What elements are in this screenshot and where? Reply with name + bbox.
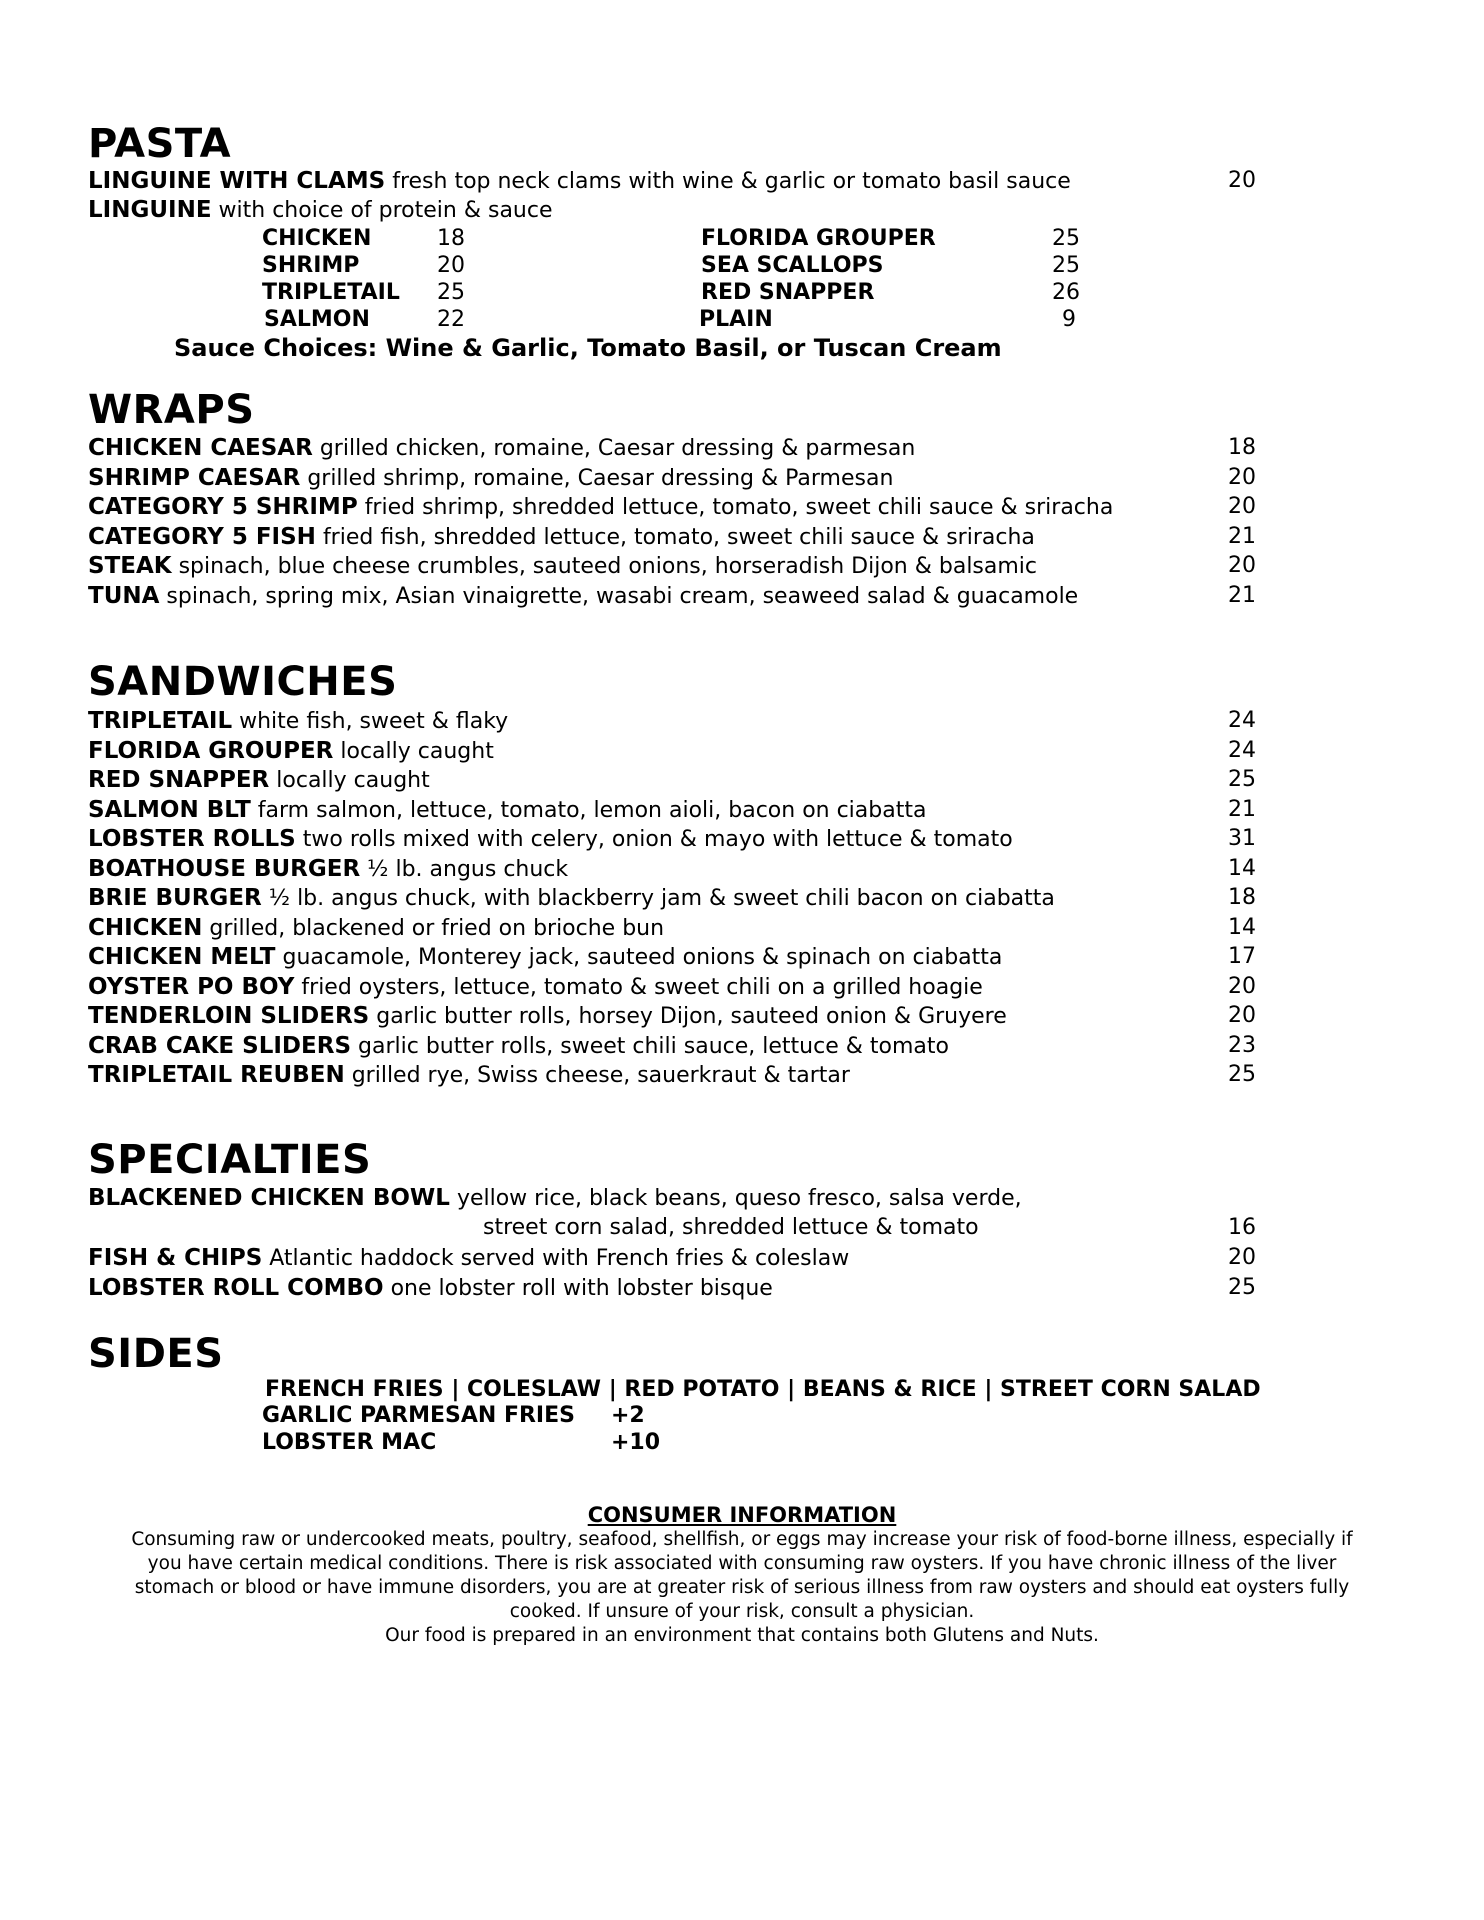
- item-price: 21: [1228, 583, 1256, 608]
- menu-item: [88, 913, 1258, 943]
- menu-item: [88, 433, 1258, 463]
- item-price: 20: [1228, 1245, 1256, 1270]
- item-name: BOATHOUSE BURGER: [88, 855, 361, 882]
- item-description: spinach, blue cheese crumbles, sauteed onions, horseradish Dijon & balsamic: [178, 554, 1038, 580]
- item-price: 25: [1228, 1274, 1256, 1300]
- side-extra-price: +2: [611, 1403, 645, 1428]
- item-description: guacamole, Monterey jack, sauteed onions & spinach on ciabatta: [282, 945, 1003, 970]
- item-description: two rolls mixed with celery, onion & mayo with lettuce & tomato: [302, 827, 1013, 852]
- item-name: TRIPLETAIL REUBEN: [88, 1062, 345, 1088]
- item-name: CATEGORY 5 SHRIMP: [88, 494, 358, 521]
- item-price: 20: [1228, 464, 1256, 490]
- menu-item: [88, 1031, 1258, 1061]
- pasta-heading: PASTA: [88, 121, 232, 167]
- item-description: ½ lb. angus chuck: [367, 856, 569, 882]
- item-name: CRAB CAKE SLIDERS: [88, 1032, 352, 1059]
- item-name: FISH & CHIPS: [88, 1245, 263, 1271]
- item-name: TUNA: [88, 583, 160, 609]
- menu-item: [88, 736, 1258, 766]
- item-price: 25: [1228, 1062, 1256, 1087]
- item-description: garlic butter rolls, horsey Dijon, sauteed onion & Gruyere: [376, 1004, 1007, 1029]
- protein-option-price: 25: [1052, 253, 1080, 278]
- item-price: 25: [1228, 767, 1256, 792]
- menu-item: [88, 795, 1258, 825]
- item-name: CHICKEN CAESAR: [88, 435, 313, 461]
- item-price: 16: [1228, 1215, 1256, 1240]
- item-name: SALMON BLT: [88, 796, 251, 823]
- menu-item: [88, 463, 1258, 493]
- menu-item-blackened-chicken-bowl: [88, 1183, 1258, 1213]
- item-name: LINGUINE WITH CLAMS: [88, 168, 386, 194]
- protein-option-price: 22: [437, 307, 465, 332]
- menu-item: [88, 551, 1258, 581]
- protein-option-name: CHICKEN: [262, 226, 372, 251]
- side-extra-name: GARLIC PARMESAN FRIES: [262, 1403, 575, 1428]
- side-extra-name: LOBSTER MAC: [262, 1430, 437, 1455]
- menu-item: [88, 854, 1258, 884]
- menu-item: [88, 706, 1258, 736]
- menu-item: [88, 972, 1258, 1002]
- item-description: fresh top neck clams with wine & garlic or tomato basil sauce: [392, 169, 1071, 194]
- item-name: CATEGORY 5 FISH: [88, 523, 316, 550]
- consumer-information-heading: CONSUMER INFORMATION: [587, 1503, 897, 1527]
- item-description: farm salmon, lettuce, tomato, lemon aioli, bacon on ciabatta: [257, 797, 927, 823]
- item-description-continued: street corn salad, shredded lettuce & tomato: [483, 1215, 979, 1240]
- item-description: grilled chicken, romaine, Caesar dressing & parmesan: [319, 436, 916, 461]
- consumer-info-line: you have certain medical conditions. There is risk associated with consuming raw oysters. If you have chronic illness of the liver: [147, 1553, 1337, 1574]
- item-name: BLACKENED CHICKEN BOWL: [88, 1185, 450, 1211]
- menu-item-linguine: [88, 195, 1258, 225]
- protein-option-name: PLAIN: [699, 307, 773, 332]
- item-description: Atlantic haddock served with French fries & coleslaw: [269, 1246, 850, 1271]
- sauce-choices: Sauce Choices: Wine & Garlic, Tomato Basil, or Tuscan Cream: [174, 334, 1002, 362]
- menu-item: [88, 883, 1258, 913]
- item-price: 20: [1228, 168, 1256, 193]
- consumer-info-line: cooked. If unsure of your risk, consult a physician.: [509, 1601, 975, 1622]
- item-name: TRIPLETAIL: [88, 708, 233, 734]
- item-name: LOBSTER ROLL COMBO: [88, 1274, 384, 1301]
- menu-item: [88, 492, 1258, 522]
- protein-option-price: 25: [1052, 226, 1080, 251]
- protein-option-price: 18: [437, 226, 465, 251]
- item-price: 20: [1228, 553, 1256, 579]
- item-price: 31: [1228, 826, 1256, 851]
- item-price: 20: [1228, 973, 1256, 999]
- menu-item: [88, 581, 1258, 611]
- item-price: 24: [1228, 737, 1256, 763]
- item-name: STEAK: [88, 553, 172, 580]
- protein-option-name: SHRIMP: [262, 253, 360, 278]
- menu-item: [88, 1273, 1258, 1303]
- sandwiches-heading: SANDWICHES: [88, 659, 398, 705]
- item-description: ½ lb. angus chuck, with blackberry jam & sweet chili bacon on ciabatta: [268, 886, 1055, 911]
- item-price: 20: [1228, 494, 1256, 520]
- item-price: 23: [1228, 1032, 1256, 1058]
- item-name: BRIE BURGER: [88, 885, 262, 911]
- protein-option-name: TRIPLETAIL: [262, 280, 400, 305]
- item-price: 24: [1228, 708, 1256, 733]
- item-price: 18: [1228, 885, 1256, 910]
- item-description: one lobster roll with lobster bisque: [390, 1275, 773, 1301]
- menu-item: [88, 1001, 1258, 1031]
- item-name: TENDERLOIN SLIDERS: [88, 1003, 370, 1029]
- consumer-info-line: Consuming raw or undercooked meats, poultry, seafood, shellfish, or eggs may increase your risk of food-borne illness, especially if: [131, 1529, 1353, 1550]
- menu-item: [88, 522, 1258, 552]
- item-name: LOBSTER ROLLS: [88, 826, 296, 852]
- item-name: OYSTER PO BOY: [88, 973, 295, 1000]
- protein-option-name: SALMON: [264, 307, 370, 332]
- menu-item: [88, 765, 1258, 795]
- item-description: with choice of protein & sauce: [218, 198, 553, 223]
- menu-item: [88, 1060, 1258, 1090]
- menu-item-linguine-with-clams: [88, 166, 1258, 196]
- menu-item: [88, 824, 1258, 854]
- item-price: 21: [1228, 796, 1256, 822]
- consumer-information-text: [90, 1528, 1394, 1648]
- item-description: locally caught: [340, 738, 494, 764]
- item-description: fried shrimp, shredded lettuce, tomato, sweet chili sauce & sriracha: [364, 495, 1114, 521]
- item-price: 14: [1228, 914, 1256, 940]
- item-description: fried oysters, lettuce, tomato & sweet chili on a grilled hoagie: [301, 974, 983, 1000]
- protein-option-name: RED SNAPPER: [701, 280, 875, 305]
- item-description: garlic butter rolls, sweet chili sauce, lettuce & tomato: [358, 1033, 949, 1059]
- item-price: 18: [1228, 435, 1256, 460]
- protein-option-name: SEA SCALLOPS: [701, 253, 884, 278]
- consumer-info-line: Our food is prepared in an environment that contains both Glutens and Nuts.: [385, 1625, 1099, 1646]
- protein-option-price: 25: [437, 280, 465, 305]
- protein-option-name: FLORIDA GROUPER: [701, 226, 936, 251]
- consumer-info-line: stomach or blood or have immune disorders, you are at greater risk of serious illness from raw oysters and should eat oysters fully: [134, 1577, 1350, 1598]
- item-name: CHICKEN: [88, 914, 203, 941]
- sides-list: FRENCH FRIES | COLESLAW | RED POTATO | BEANS & RICE | STREET CORN SALAD: [265, 1377, 1261, 1402]
- item-description: grilled, blackened or fried on brioche bun: [209, 915, 665, 941]
- menu-item: [88, 942, 1258, 972]
- item-description: white fish, sweet & flaky: [239, 709, 509, 734]
- sides-heading: SIDES: [88, 1331, 224, 1377]
- item-description: grilled shrimp, romaine, Caesar dressing & Parmesan: [307, 465, 894, 491]
- wraps-heading: WRAPS: [88, 387, 255, 433]
- item-price: 20: [1228, 1003, 1256, 1028]
- item-price: 17: [1228, 944, 1256, 969]
- item-price: 14: [1228, 855, 1256, 881]
- item-price: 21: [1228, 523, 1256, 549]
- item-description: fried fish, shredded lettuce, tomato, sweet chili sauce & sriracha: [322, 524, 1035, 550]
- item-name: FLORIDA GROUPER: [88, 737, 334, 764]
- item-description: grilled rye, Swiss cheese, sauerkraut & tartar: [351, 1063, 850, 1088]
- item-name: RED SNAPPER: [88, 767, 270, 793]
- specialties-heading: SPECIALTIES: [88, 1137, 372, 1183]
- side-extra-price: +10: [611, 1430, 661, 1455]
- protein-option-price: 26: [1052, 280, 1080, 305]
- protein-option-price: 9: [1062, 307, 1076, 332]
- item-description: yellow rice, black beans, queso fresco, salsa verde,: [456, 1186, 1022, 1211]
- menu-item: [88, 1243, 1258, 1273]
- item-name: CHICKEN MELT: [88, 944, 276, 970]
- item-description: spinach, spring mix, Asian vinaigrette, wasabi cream, seaweed salad & guacamole: [166, 584, 1079, 609]
- item-name: SHRIMP CAESAR: [88, 464, 301, 491]
- protein-option-price: 20: [437, 253, 465, 278]
- item-description: locally caught: [276, 768, 430, 793]
- item-name: LINGUINE: [88, 197, 212, 223]
